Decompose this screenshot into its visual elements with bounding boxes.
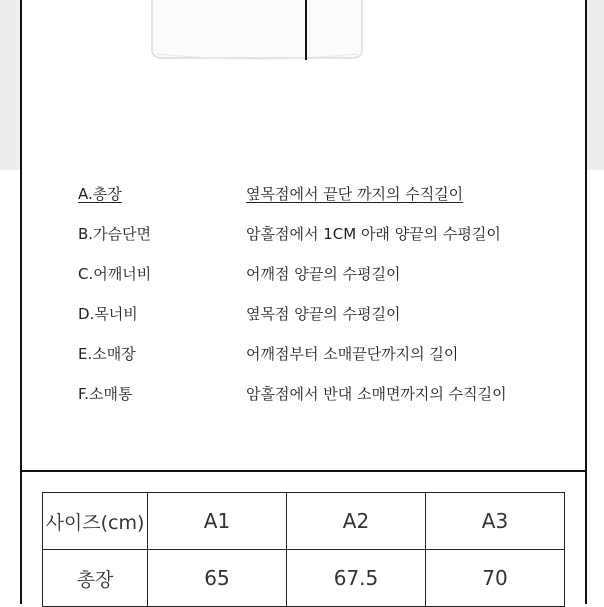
spec-row-f xyxy=(22,382,585,406)
spec-code: A.총장 xyxy=(78,185,122,203)
spec-row-b xyxy=(22,222,585,246)
table-cell: 70 xyxy=(426,550,565,607)
spec-row-e xyxy=(22,342,585,366)
table-cell: 총장 xyxy=(43,550,148,607)
spec-description: 옆목점에서 끝단 까지의 수직길이 xyxy=(246,185,464,203)
spec-code: D.목너비 xyxy=(78,305,138,323)
measurement-guide-panel xyxy=(20,0,587,472)
table-cell: 67.5 xyxy=(287,550,426,607)
spec-description: 어깨점 양끝의 수평길이 xyxy=(246,265,401,283)
table-header-cell: A3 xyxy=(426,493,565,550)
spec-row-a xyxy=(22,182,585,206)
table-row xyxy=(43,550,565,607)
spec-description: 암홀점에서 1CM 아래 양끝의 수평길이 xyxy=(246,225,501,243)
table-header-row xyxy=(43,493,565,550)
spec-code: B.가슴단면 xyxy=(78,225,152,243)
spec-code: F.소매통 xyxy=(78,385,133,403)
spec-code: E.소매장 xyxy=(78,345,136,363)
spec-row-d xyxy=(22,302,585,326)
garment-illustration xyxy=(148,0,366,60)
table-header-cell: A1 xyxy=(148,493,287,550)
spec-code: C.어깨너비 xyxy=(78,265,152,283)
spec-description: 옆목점 양끝의 수평길이 xyxy=(246,305,401,323)
size-table-panel xyxy=(20,472,587,604)
spec-row-c xyxy=(22,262,585,286)
size-table xyxy=(42,492,565,607)
spec-description: 어깨점부터 소매끝단까지의 길이 xyxy=(246,345,459,363)
table-cell: 65 xyxy=(148,550,287,607)
spec-description: 암홀점에서 반대 소매면까지의 수직길이 xyxy=(246,385,507,403)
table-header-cell: A2 xyxy=(287,493,426,550)
table-header-cell: 사이즈(cm) xyxy=(43,493,148,550)
